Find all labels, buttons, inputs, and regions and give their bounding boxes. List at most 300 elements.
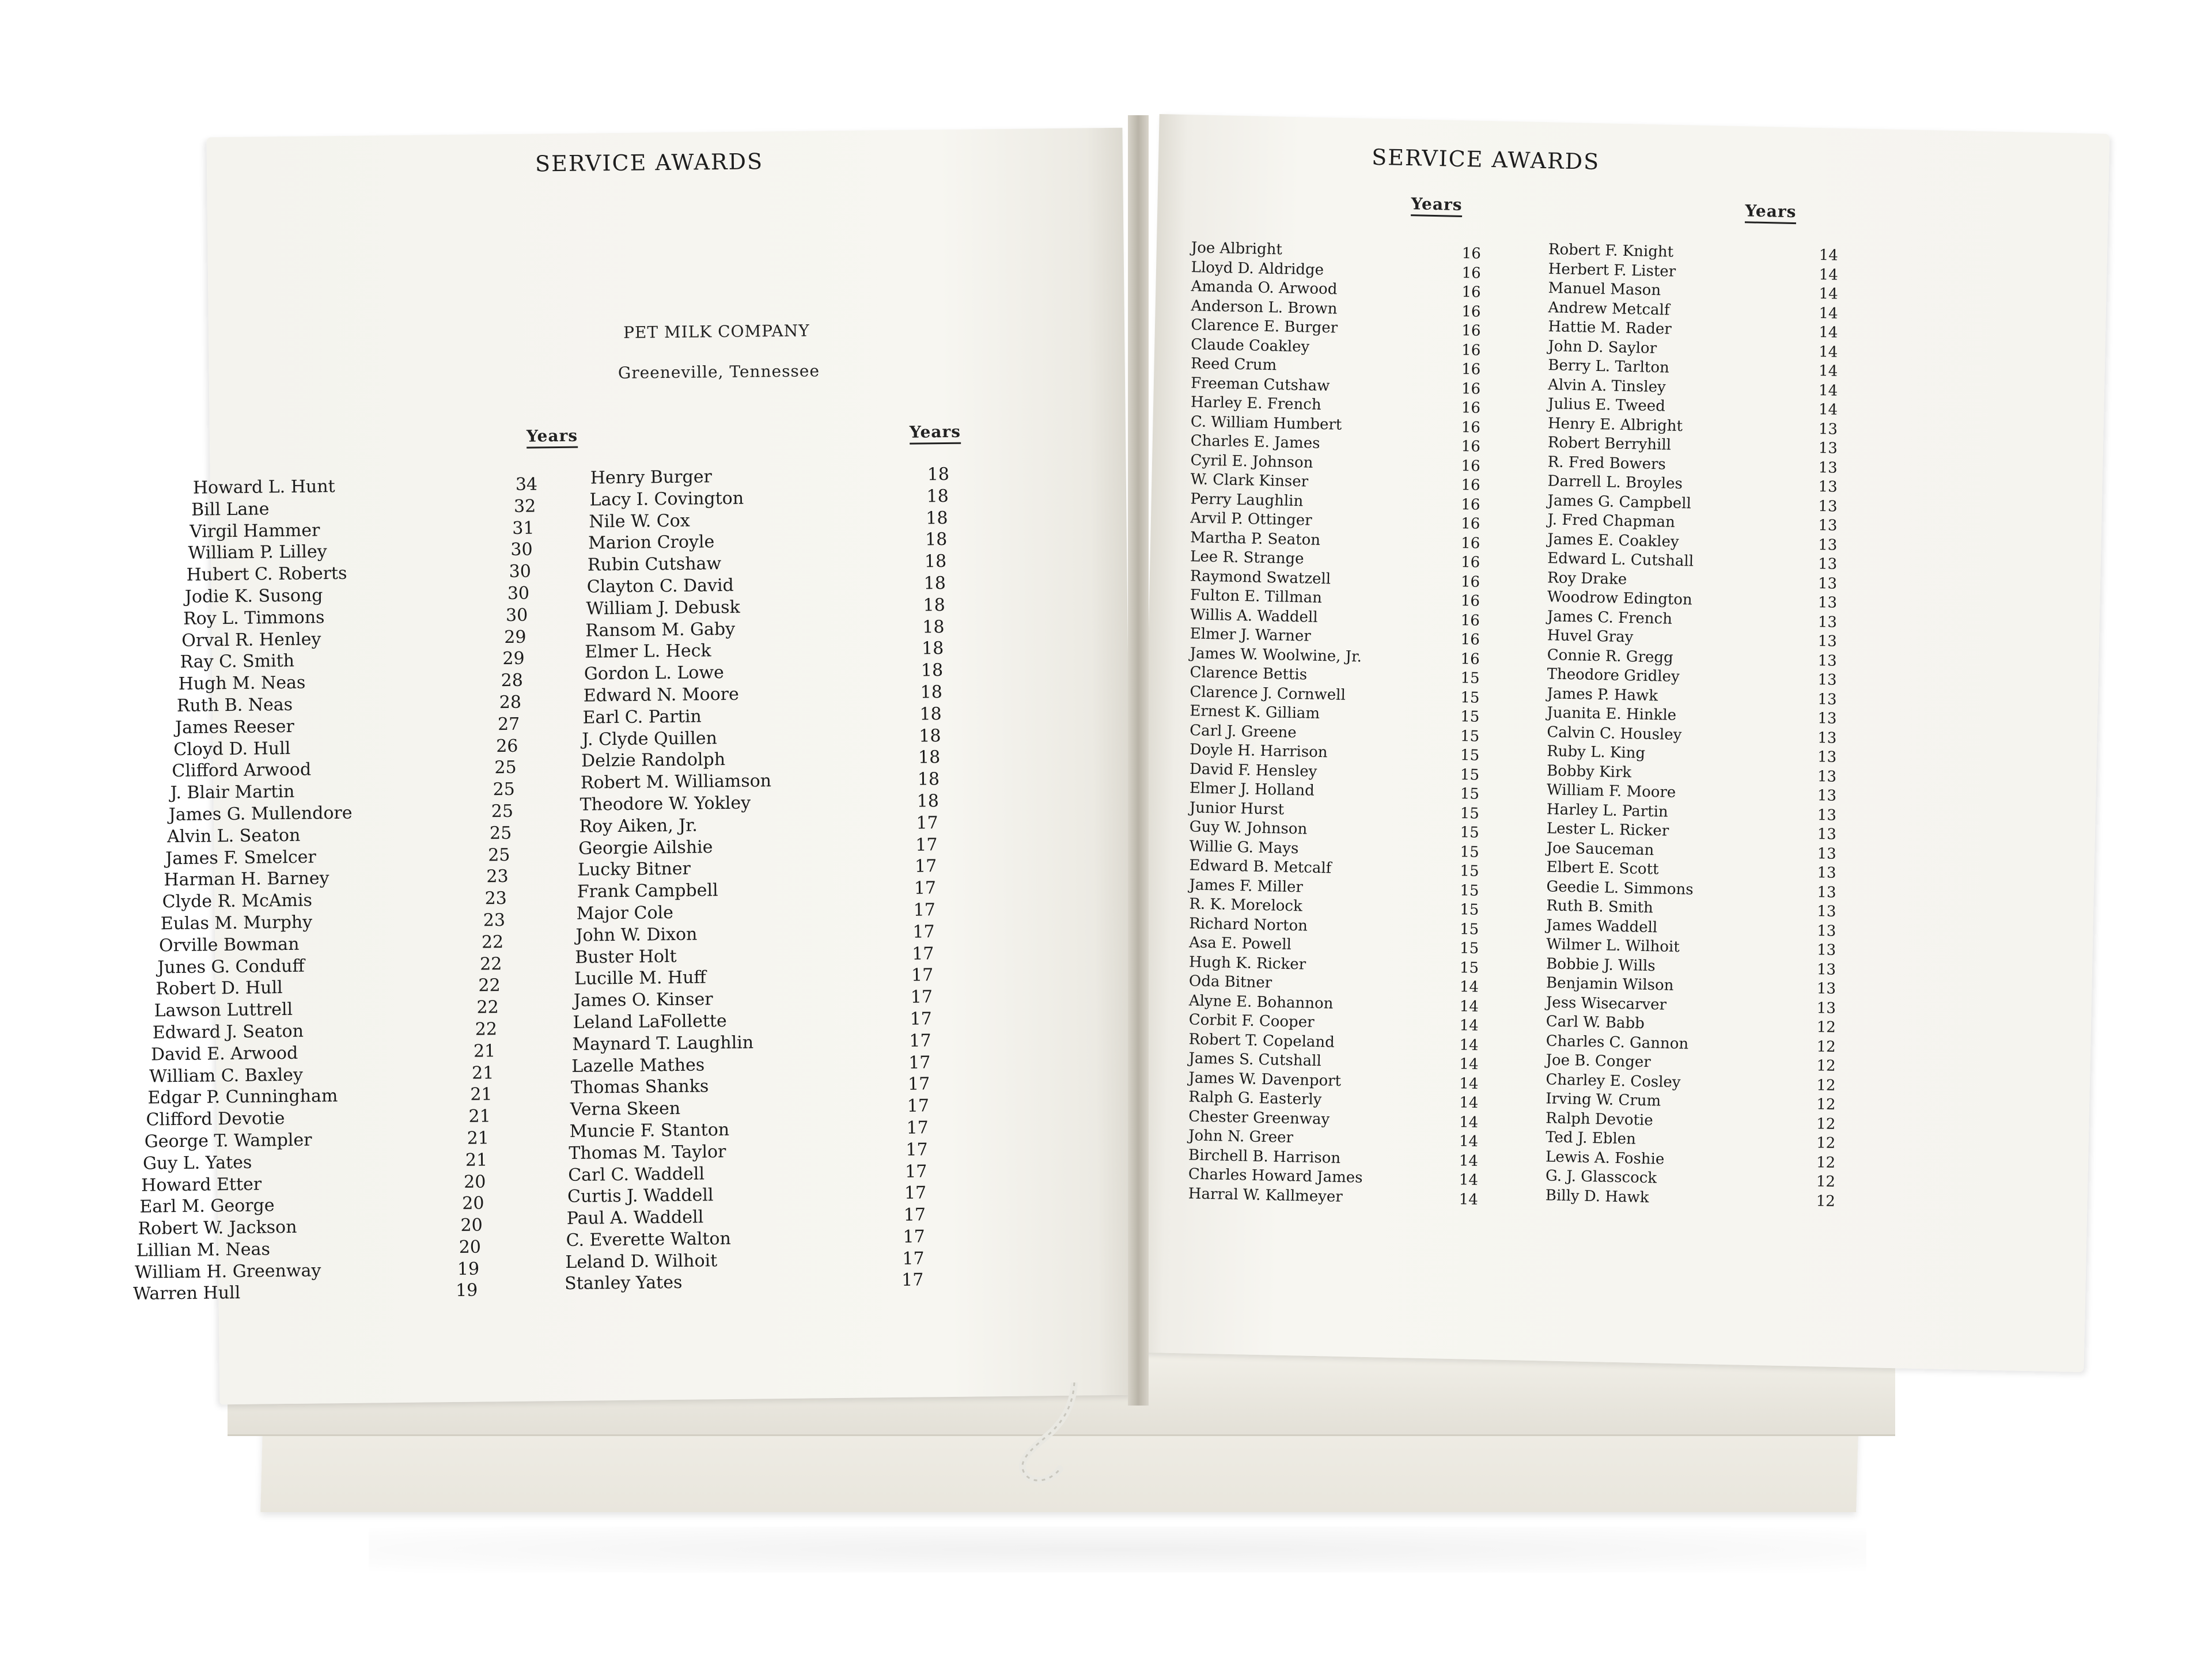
service-years: 14 (1459, 1094, 1479, 1112)
service-years: 14 (1818, 343, 1838, 361)
service-years: 17 (904, 1183, 927, 1204)
employee-name: Manuel Mason (1548, 279, 1661, 300)
employee-name: David E. Arwood (150, 1043, 298, 1065)
employee-name: Lawson Luttrell (154, 999, 293, 1021)
service-years: 14 (1459, 1190, 1479, 1209)
service-years: 13 (1817, 652, 1838, 670)
service-years: 16 (1460, 592, 1480, 610)
employee-name: Clifford Arwood (172, 759, 312, 782)
service-years: 17 (912, 943, 934, 964)
award-row (577, 877, 941, 903)
award-row (582, 725, 939, 751)
employee-name: Oda Bitner (1188, 972, 1272, 992)
service-years: 25 (491, 801, 514, 822)
service-years: 13 (1816, 960, 1836, 979)
service-years: 15 (1460, 688, 1480, 707)
employee-name: Robert Berryhill (1547, 434, 1672, 454)
award-row (586, 594, 945, 620)
employee-name: Delzie Randolph (581, 749, 726, 771)
service-years: 18 (919, 703, 942, 725)
employee-name: Buster Holt (575, 946, 677, 968)
employee-name: John N. Greer (1188, 1127, 1294, 1147)
service-years: 13 (1818, 497, 1838, 516)
employee-name: Henry E. Albright (1547, 414, 1683, 435)
employee-name: Robert W. Jackson (138, 1217, 297, 1239)
service-years: 15 (1459, 940, 1479, 957)
employee-name: Lucky Bitner (577, 858, 691, 881)
employee-name: Edward N. Moore (583, 684, 739, 706)
service-years: 17 (915, 834, 938, 855)
employee-name: Muncie F. Stanton (569, 1119, 730, 1142)
award-row (576, 899, 940, 925)
service-years: 29 (502, 649, 525, 669)
table-shadow (369, 1527, 1866, 1573)
service-years: 13 (1817, 574, 1838, 593)
employee-name: Berry L. Tarlton (1547, 357, 1670, 377)
employee-name: Calvin C. Housley (1547, 723, 1682, 744)
employee-name: Edward L. Cutshall (1547, 550, 1694, 570)
service-years: 18 (923, 573, 946, 594)
employee-name: Junior Hurst (1189, 798, 1285, 819)
service-years: 16 (1461, 399, 1481, 417)
employee-name: Cyril E. Johnson (1190, 451, 1313, 472)
employee-name: James C. French (1547, 607, 1673, 628)
employee-name: Thomas Shanks (570, 1076, 709, 1099)
employee-name: Edward J. Seaton (152, 1021, 304, 1043)
left-page (132, 128, 1136, 1405)
service-years: 14 (1459, 1171, 1479, 1189)
service-years: 13 (1817, 729, 1837, 747)
service-years: 13 (1818, 517, 1838, 535)
service-years: 13 (1817, 787, 1837, 805)
service-years: 12 (1816, 1115, 1836, 1133)
service-years: 15 (1460, 824, 1480, 842)
service-years: 14 (1459, 1074, 1479, 1093)
service-years: 30 (509, 561, 532, 582)
award-row (588, 529, 948, 555)
employee-name: C. Everette Walton (566, 1228, 731, 1251)
award-row (578, 855, 940, 881)
service-years: 20 (459, 1237, 482, 1257)
service-years: 14 (1459, 997, 1479, 1016)
right-page-title: SERVICE AWARDS (1371, 144, 1600, 175)
service-years: 18 (924, 551, 947, 572)
service-years: 21 (467, 1128, 490, 1149)
service-years: 14 (1819, 304, 1838, 323)
service-years: 17 (907, 1096, 930, 1116)
service-years: 28 (501, 670, 524, 691)
employee-name: Chester Greenway (1188, 1107, 1330, 1128)
employee-name: Marion Croyle (588, 532, 715, 554)
service-years: 15 (1460, 727, 1480, 745)
employee-name: James Waddell (1546, 916, 1658, 936)
employee-name: G. J. Glasscock (1545, 1167, 1657, 1187)
service-years: 19 (457, 1259, 480, 1279)
service-years: 18 (926, 507, 948, 528)
service-years: 16 (1461, 457, 1481, 475)
employee-name: Lacy I. Covington (589, 488, 744, 510)
service-years: 16 (1461, 495, 1480, 514)
employee-name: Amanda O. Arwood (1191, 278, 1338, 298)
employee-name: Paul A. Waddell (566, 1207, 704, 1229)
employee-name: Theodore W. Yokley (579, 793, 751, 815)
service-years: 26 (496, 736, 518, 756)
employee-name: Major Cole (576, 902, 674, 924)
employee-name: Harley L. Partin (1546, 800, 1669, 821)
employee-name: Charles C. Gannon (1546, 1032, 1689, 1053)
service-years: 23 (484, 888, 507, 909)
employee-name: Doyle H. Harrison (1189, 741, 1328, 762)
employee-name: Ralph Devotie (1546, 1109, 1653, 1129)
award-row (585, 616, 945, 642)
employee-name: Robert D. Hull (156, 978, 283, 999)
employee-name: Warren Hull (132, 1283, 241, 1305)
award-row (574, 964, 941, 990)
service-years: 13 (1817, 594, 1838, 612)
service-years: 30 (507, 583, 530, 604)
years-header-right-col2: Years (1745, 201, 1797, 224)
employee-name: Willie G. Mays (1189, 837, 1299, 857)
service-years: 31 (512, 518, 535, 539)
employee-name: Arvil P. Ottinger (1190, 509, 1312, 529)
years-header-left-col2: Years (910, 422, 961, 445)
employee-name: Ruby L. King (1546, 743, 1646, 762)
service-years: 17 (905, 1161, 927, 1182)
employee-name: Asa E. Powell (1188, 934, 1292, 954)
employee-name: W. Clark Kinser (1190, 471, 1309, 491)
employee-name: J. Blair Martin (170, 782, 295, 804)
book-spine-gutter (1128, 115, 1149, 1406)
service-years: 13 (1817, 883, 1836, 902)
service-years: 18 (925, 529, 948, 550)
service-years: 15 (1460, 785, 1480, 803)
employee-name: Thomas M. Taylor (569, 1141, 726, 1164)
employee-name: James G. Campbell (1547, 491, 1692, 512)
service-years: 13 (1817, 748, 1837, 766)
service-years: 25 (488, 844, 510, 865)
employee-name: Herbert F. Lister (1548, 260, 1676, 281)
service-years: 17 (909, 1031, 931, 1051)
award-row (589, 507, 948, 533)
employee-name: Jodie K. Susong (184, 585, 323, 607)
service-years: 21 (468, 1106, 491, 1127)
employee-name: Juanita E. Hinkle (1547, 704, 1677, 724)
service-years: 21 (465, 1150, 488, 1171)
service-years: 13 (1817, 864, 1836, 882)
employee-name: Andrew Metcalf (1548, 298, 1670, 319)
service-years: 25 (493, 779, 515, 800)
employee-name: Raymond Swatzell (1190, 567, 1331, 588)
employee-name: J. Clyde Quillen (582, 728, 718, 750)
employee-name: Joe B. Conger (1546, 1051, 1652, 1071)
employee-name: David F. Hensley (1189, 760, 1317, 781)
employee-name: John D. Saylor (1548, 337, 1657, 357)
left-page-column-2 (565, 464, 950, 1294)
service-years: 15 (1460, 766, 1480, 784)
employee-name: Charles E. James (1190, 432, 1320, 452)
employee-name: Roy Aiken, Jr. (579, 815, 698, 837)
service-years: 18 (921, 660, 944, 681)
award-row (581, 747, 939, 772)
service-years: 23 (486, 866, 509, 887)
service-years: 25 (489, 823, 512, 844)
employee-name: Elmer L. Heck (584, 641, 711, 662)
employee-name: R. K. Morelock (1189, 895, 1303, 915)
service-years: 12 (1816, 1057, 1836, 1075)
award-row (581, 768, 940, 794)
employee-name: Ernest K. Gilliam (1190, 702, 1320, 723)
employee-name: Cloyd D. Hull (173, 738, 291, 760)
service-years: 13 (1816, 922, 1836, 940)
service-years: 28 (499, 692, 522, 713)
service-years: 12 (1816, 1076, 1836, 1094)
service-years: 18 (927, 464, 950, 485)
service-years: 29 (504, 627, 527, 647)
employee-name: Freeman Cutshaw (1190, 374, 1330, 395)
employee-name: C. William Humbert (1190, 412, 1342, 434)
years-header-left-col1: Years (527, 426, 578, 449)
company-location: Greeneville, Tennessee (618, 361, 820, 382)
award-row (580, 790, 940, 816)
award-row (575, 943, 941, 968)
employee-name: Martha P. Seaton (1190, 528, 1321, 549)
service-years: 16 (1460, 631, 1480, 649)
employee-name: Willis A. Waddell (1190, 605, 1318, 626)
service-years: 19 (455, 1281, 478, 1301)
award-row (584, 660, 944, 685)
company-name: PET MILK COMPANY (623, 321, 810, 342)
service-years: 13 (1817, 844, 1837, 863)
employee-name: Ralph G. Easterly (1188, 1088, 1322, 1109)
service-years: 17 (910, 987, 933, 1007)
service-years: 17 (914, 856, 937, 877)
service-years: 30 (505, 605, 528, 626)
employee-name: Robert T. Copeland (1188, 1030, 1335, 1051)
service-years: 13 (1818, 478, 1838, 496)
employee-name: Julius E. Tweed (1547, 395, 1666, 415)
service-years: 17 (911, 965, 934, 986)
service-years: 17 (914, 878, 937, 899)
employee-name: Perry Laughlin (1190, 490, 1304, 510)
employee-name: Charles Howard James (1188, 1165, 1363, 1187)
employee-name: Carl W. Babb (1546, 1013, 1645, 1032)
employee-name: James W. Davenport (1188, 1069, 1342, 1090)
employee-name: Ray C. Smith (180, 651, 295, 673)
service-years: 17 (903, 1205, 926, 1225)
employee-name: Nile W. Cox (589, 510, 690, 532)
service-years: 14 (1459, 1152, 1479, 1170)
employee-name: Roy Drake (1547, 569, 1627, 588)
service-years: 13 (1817, 690, 1837, 709)
employee-name: Clarence J. Cornwell (1190, 683, 1346, 704)
employee-name: Hugh M. Neas (178, 672, 306, 695)
employee-name: James W. Woolwine, Jr. (1190, 644, 1362, 666)
service-years: 16 (1461, 302, 1481, 321)
employee-name: Robert M. Williamson (580, 771, 772, 793)
employee-name: Virgil Hammer (190, 520, 320, 542)
employee-name: Stanley Yates (565, 1272, 683, 1294)
service-years: 22 (475, 1019, 498, 1040)
award-row (589, 486, 949, 511)
employee-name: George T. Wampler (144, 1130, 312, 1152)
employee-name: Eulas M. Murphy (160, 912, 313, 934)
employee-name: Clifford Devotie (146, 1108, 285, 1130)
employee-name: Jess Wisecarver (1546, 993, 1667, 1014)
employee-name: James F. Smelcer (165, 847, 316, 869)
employee-name: Rubin Cutshaw (587, 554, 722, 575)
employee-name: Orville Bowman (158, 934, 300, 956)
employee-name: Verna Skeen (570, 1098, 681, 1120)
service-years: 16 (1461, 476, 1480, 494)
employee-name: Woodrow Edington (1547, 588, 1693, 609)
employee-name: Robert F. Knight (1548, 241, 1674, 261)
service-years: 21 (471, 1062, 494, 1084)
employee-name: Birchell B. Harrison (1188, 1146, 1341, 1167)
right-page-column-2 (1528, 240, 1871, 1211)
employee-name: Benjamin Wilson (1546, 974, 1674, 994)
service-years: 13 (1818, 440, 1838, 457)
employee-name: Ransom M. Gaby (585, 619, 736, 641)
service-years: 16 (1461, 438, 1481, 456)
service-years: 16 (1461, 245, 1482, 263)
award-row (579, 812, 940, 838)
service-years: 15 (1459, 920, 1479, 938)
service-years: 14 (1819, 285, 1838, 303)
service-years: 32 (513, 496, 536, 517)
left-page-column-1 (132, 474, 570, 1305)
employee-name: Huvel Gray (1547, 627, 1634, 646)
employee-name: Bobby Kirk (1546, 762, 1632, 781)
service-years: 18 (926, 486, 949, 507)
employee-name: Maynard T. Laughlin (572, 1032, 754, 1055)
employee-name: William F. Moore (1546, 781, 1676, 801)
service-years: 22 (481, 931, 504, 953)
employee-name: Junes G. Conduff (157, 956, 305, 978)
ribbon-bookmark-cord (1005, 1382, 1109, 1492)
employee-name: Joe Albright (1191, 239, 1283, 259)
service-years: 18 (918, 747, 941, 768)
employee-name: Georgie Ailshie (578, 836, 713, 859)
service-years: 12 (1816, 1096, 1836, 1113)
employee-name: Roy L. Timmons (183, 607, 325, 629)
service-years: 21 (470, 1084, 493, 1105)
employee-name: Earl M. George (139, 1195, 275, 1217)
service-years: 13 (1817, 536, 1838, 554)
service-years: 17 (912, 921, 935, 942)
service-years: 21 (473, 1040, 496, 1062)
employee-name: Anderson L. Brown (1191, 297, 1338, 317)
award-row (583, 681, 943, 707)
employee-name: Irving W. Crum (1546, 1090, 1661, 1110)
service-years: 16 (1461, 322, 1481, 340)
service-years: 18 (919, 725, 941, 747)
service-years: 18 (917, 769, 940, 790)
service-years: 14 (1459, 1132, 1479, 1150)
employee-name: Ruth B. Neas (176, 694, 293, 716)
employee-name: Fulton E. Tillman (1190, 586, 1323, 607)
employee-name: Billy D. Hawk (1545, 1186, 1649, 1206)
employee-name: Corbit F. Cooper (1188, 1011, 1315, 1031)
service-years: 18 (921, 638, 944, 659)
employee-name: Hattie M. Rader (1548, 318, 1672, 338)
service-years: 12 (1816, 1173, 1836, 1191)
service-years: 34 (515, 474, 538, 495)
employee-name: Bobbie J. Wills (1546, 955, 1656, 975)
employee-name: Guy W. Johnson (1189, 818, 1308, 838)
employee-name: Richard Norton (1188, 914, 1308, 935)
employee-name: Clyde R. McAmis (162, 890, 313, 912)
service-years: 16 (1460, 611, 1480, 630)
service-years: 14 (1459, 1036, 1479, 1054)
service-years: 13 (1818, 459, 1838, 477)
service-years: 13 (1817, 671, 1837, 689)
service-years: 13 (1816, 999, 1836, 1017)
service-years: 16 (1461, 341, 1481, 359)
service-years: 15 (1459, 959, 1479, 977)
service-years: 17 (903, 1226, 925, 1247)
service-years: 17 (913, 900, 936, 921)
service-years: 13 (1817, 710, 1837, 728)
employee-name: Charley E. Cosley (1546, 1070, 1681, 1091)
employee-name: Henry Burger (590, 467, 713, 488)
employee-name: Earl C. Partin (582, 706, 702, 728)
service-years: 15 (1460, 747, 1480, 764)
employee-name: Lee R. Strange (1190, 548, 1304, 568)
award-row (133, 1279, 570, 1305)
service-years: 16 (1460, 573, 1480, 591)
employee-name: Lillian M. Neas (136, 1239, 271, 1261)
service-years: 16 (1461, 264, 1482, 282)
employee-name: J. Fred Chapman (1547, 511, 1676, 531)
employee-name: James G. Mullendore (168, 802, 353, 825)
employee-name: William J. Debusk (586, 597, 740, 619)
employee-name: Theodore Gridley (1547, 665, 1680, 686)
service-years: 27 (497, 714, 520, 734)
service-years: 17 (910, 1009, 932, 1029)
award-row (582, 703, 942, 729)
employee-name: Guy L. Yates (142, 1152, 252, 1174)
service-years: 16 (1460, 515, 1480, 533)
employee-name: Clarence E. Burger (1191, 316, 1338, 337)
employee-name: Carl J. Greene (1189, 721, 1297, 741)
service-years: 15 (1460, 669, 1480, 687)
award-row (575, 921, 941, 946)
employee-name: Lucille M. Huff (574, 967, 706, 990)
service-years: 14 (1819, 266, 1839, 284)
employee-name: Lewis A. Foshie (1545, 1147, 1665, 1168)
service-years: 13 (1818, 420, 1838, 438)
service-years: 14 (1459, 1055, 1479, 1073)
award-row (590, 464, 950, 489)
award-row (584, 638, 944, 664)
award-row (587, 551, 947, 576)
service-years: 14 (1818, 381, 1838, 400)
service-years: 12 (1816, 1153, 1836, 1172)
employee-name: Edward B. Metcalf (1189, 857, 1332, 877)
employee-name: William C. Baxley (149, 1065, 304, 1087)
right-page-column-1 (1171, 238, 1537, 1210)
right-page (1134, 114, 2110, 1372)
employee-name: Connie R. Gregg (1547, 646, 1674, 666)
employee-name: Elmer J. Holland (1189, 779, 1315, 800)
service-years: 17 (916, 812, 938, 834)
service-years: 14 (1818, 401, 1838, 419)
service-years: 17 (906, 1118, 929, 1138)
service-years: 15 (1460, 862, 1479, 880)
service-years: 18 (923, 594, 945, 616)
employee-name: Orval R. Henley (181, 628, 321, 651)
service-years: 17 (906, 1139, 928, 1160)
